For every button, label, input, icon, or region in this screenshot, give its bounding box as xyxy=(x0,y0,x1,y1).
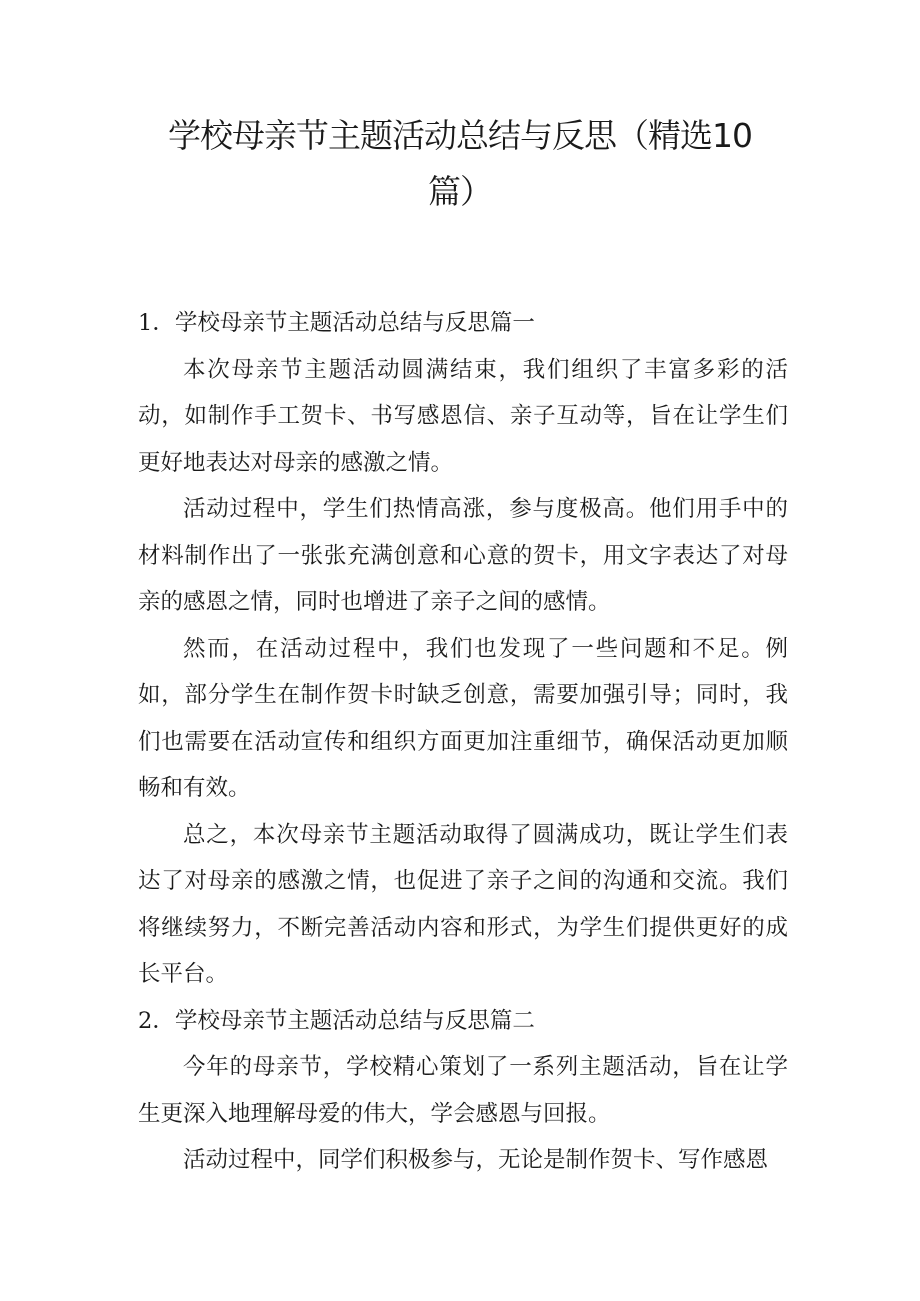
paragraph: 然而，在活动过程中，我们也发现了一些问题和不足。例如，部分学生在制作贺卡时缺乏创意，需要加强引导；同时，我们也需要在活动宣传和组织方面更加注重细节，确保活动更加顺畅和有效。 xyxy=(138,635,788,801)
section-heading-1: 1．学校母亲节主题活动总结与反思篇一 xyxy=(138,310,535,336)
paragraph: 总之，本次母亲节主题活动取得了圆满成功，既让学生们表达了对母亲的感激之情，也促进了亲子之间的沟通和交流。我们将继续努力，不断完善活动内容和形式，为学生们提供更好的成长平台。 xyxy=(138,821,788,987)
paragraph: 活动过程中，同学们积极参与，无论是制作贺卡、写作感恩 xyxy=(183,1147,769,1173)
document-body xyxy=(138,300,788,1184)
title-line-2: 篇） xyxy=(428,172,492,211)
paragraph: 本次母亲节主题活动圆满结束，我们组织了丰富多彩的活动，如制作手工贺卡、书写感恩信、亲子互动等，旨在让学生们更好地表达对母亲的感激之情。 xyxy=(138,356,788,476)
paragraph: 今年的母亲节，学校精心策划了一系列主题活动，旨在让学生更深入地理解母爱的伟大，学会感恩与回报。 xyxy=(138,1054,788,1127)
document-title xyxy=(150,108,770,220)
paragraph: 活动过程中，学生们热情高涨，参与度极高。他们用手中的材料制作出了一张张充满创意和心意的贺卡，用文字表达了对母亲的感恩之情，同时也增进了亲子之间的感情。 xyxy=(138,496,788,615)
section-heading-2: 2．学校母亲节主题活动总结与反思篇二 xyxy=(138,1007,535,1034)
title-line-1: 学校母亲节主题活动总结与反思（精选10 xyxy=(168,116,752,155)
